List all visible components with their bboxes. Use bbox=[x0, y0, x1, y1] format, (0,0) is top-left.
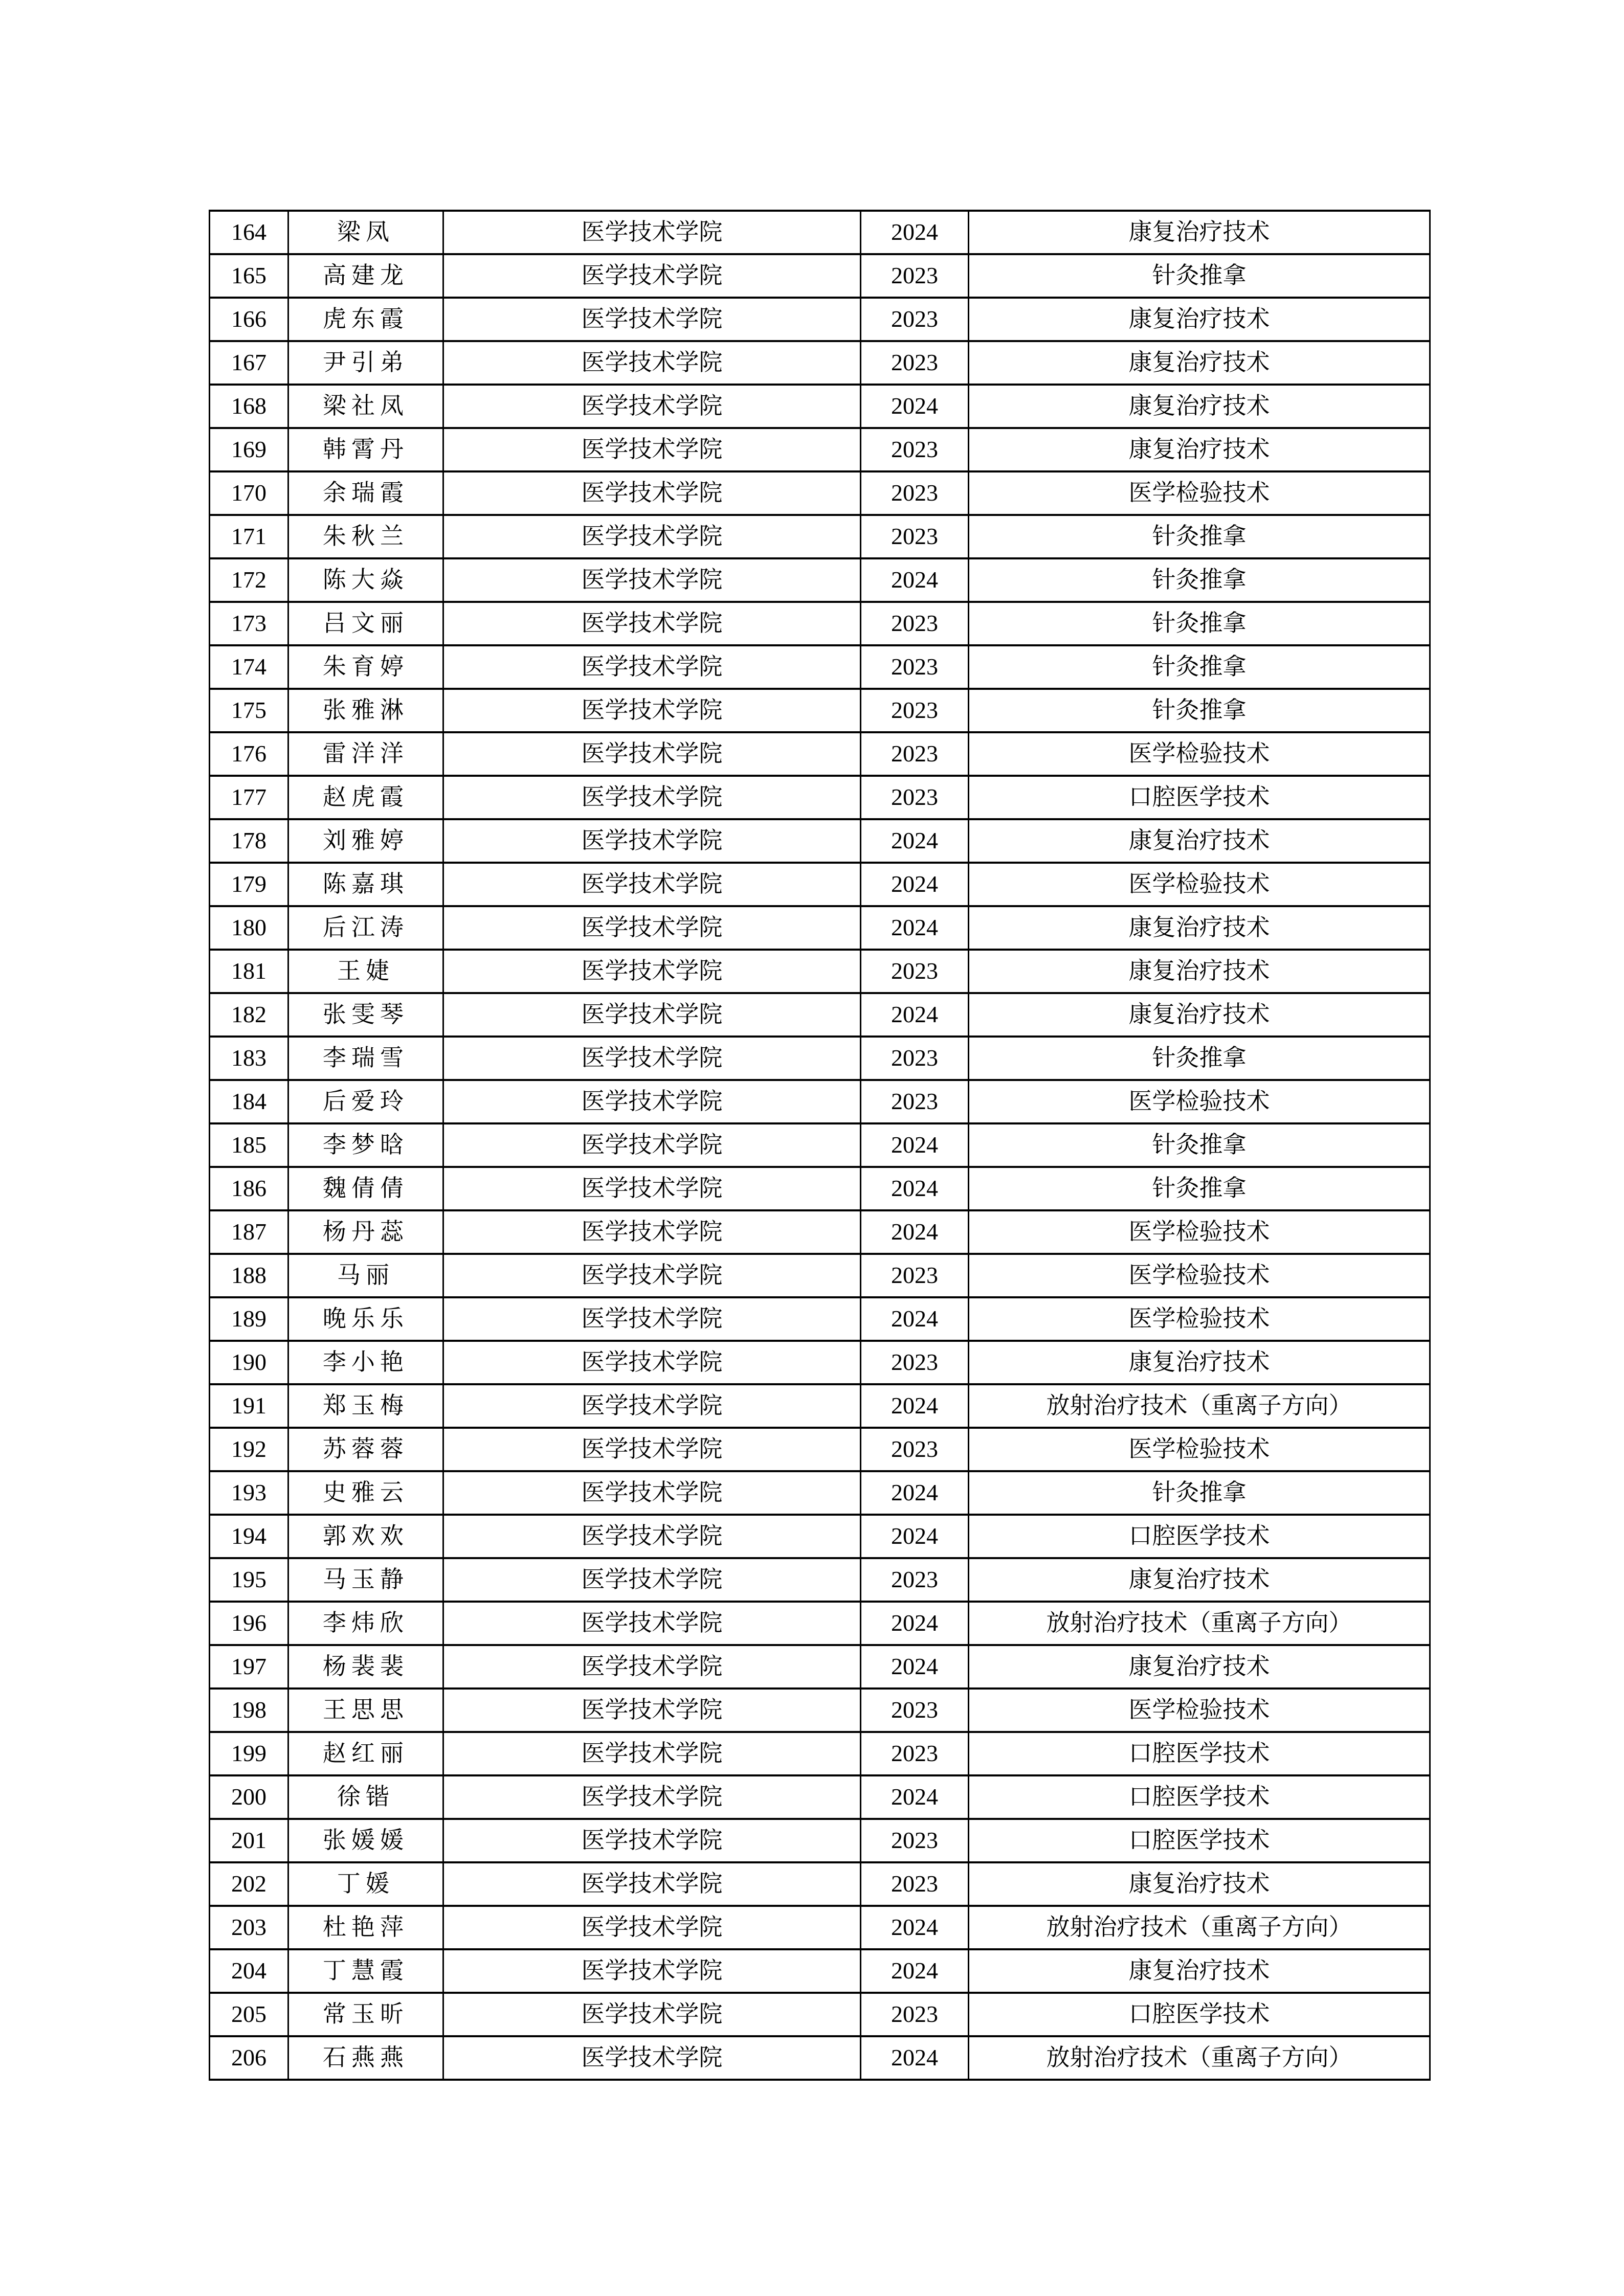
cell-no: 179 bbox=[210, 863, 288, 906]
table-row bbox=[210, 1645, 1430, 1689]
cell-year: 2023 bbox=[861, 1428, 969, 1471]
cell-major: 针灸推拿 bbox=[969, 602, 1430, 645]
cell-college: 医学技术学院 bbox=[443, 428, 861, 471]
cell-major: 医学检验技术 bbox=[969, 1689, 1430, 1732]
cell-no: 169 bbox=[210, 428, 288, 471]
table-row bbox=[210, 341, 1430, 385]
cell-no: 183 bbox=[210, 1037, 288, 1080]
cell-college: 医学技术学院 bbox=[443, 558, 861, 602]
cell-college: 医学技术学院 bbox=[443, 2036, 861, 2080]
cell-no: 204 bbox=[210, 1949, 288, 1993]
cell-college: 医学技术学院 bbox=[443, 1471, 861, 1515]
cell-year: 2024 bbox=[861, 1471, 969, 1515]
cell-name: 陈嘉琪 bbox=[288, 863, 443, 906]
table-row bbox=[210, 732, 1430, 776]
cell-no: 196 bbox=[210, 1602, 288, 1645]
cell-name: 石燕燕 bbox=[288, 2036, 443, 2080]
cell-college: 医学技术学院 bbox=[443, 1732, 861, 1775]
cell-year: 2023 bbox=[861, 515, 969, 558]
table-row bbox=[210, 1775, 1430, 1819]
cell-name: 杜艳萍 bbox=[288, 1906, 443, 1949]
cell-year: 2024 bbox=[861, 993, 969, 1037]
cell-no: 167 bbox=[210, 341, 288, 385]
table-row bbox=[210, 1949, 1430, 1993]
cell-no: 184 bbox=[210, 1080, 288, 1123]
document-page bbox=[209, 210, 1431, 2081]
cell-year: 2024 bbox=[861, 1906, 969, 1949]
cell-year: 2024 bbox=[861, 819, 969, 863]
cell-college: 医学技术学院 bbox=[443, 1384, 861, 1428]
cell-no: 178 bbox=[210, 819, 288, 863]
table-row bbox=[210, 558, 1430, 602]
cell-major: 医学检验技术 bbox=[969, 1428, 1430, 1471]
cell-year: 2023 bbox=[861, 1732, 969, 1775]
cell-major: 康复治疗技术 bbox=[969, 819, 1430, 863]
cell-college: 医学技术学院 bbox=[443, 645, 861, 689]
table-row bbox=[210, 1819, 1430, 1862]
cell-college: 医学技术学院 bbox=[443, 1819, 861, 1862]
cell-name: 虎东霞 bbox=[288, 298, 443, 341]
cell-name: 张雅淋 bbox=[288, 689, 443, 732]
cell-name: 赵虎霞 bbox=[288, 776, 443, 819]
cell-major: 针灸推拿 bbox=[969, 689, 1430, 732]
cell-year: 2024 bbox=[861, 1167, 969, 1210]
cell-year: 2023 bbox=[861, 950, 969, 993]
table-row bbox=[210, 602, 1430, 645]
table-row bbox=[210, 428, 1430, 471]
cell-year: 2024 bbox=[861, 1210, 969, 1254]
cell-name: 李小艳 bbox=[288, 1341, 443, 1384]
cell-year: 2023 bbox=[861, 1037, 969, 1080]
cell-college: 医学技术学院 bbox=[443, 1515, 861, 1558]
cell-major: 针灸推拿 bbox=[969, 1123, 1430, 1167]
cell-no: 180 bbox=[210, 906, 288, 950]
cell-name: 丁媛 bbox=[288, 1862, 443, 1906]
table-row bbox=[210, 950, 1430, 993]
table-row bbox=[210, 1341, 1430, 1384]
table-row bbox=[210, 689, 1430, 732]
cell-college: 医学技术学院 bbox=[443, 515, 861, 558]
cell-name: 尹引弟 bbox=[288, 341, 443, 385]
cell-no: 181 bbox=[210, 950, 288, 993]
cell-no: 165 bbox=[210, 254, 288, 298]
cell-name: 梁社凤 bbox=[288, 385, 443, 428]
cell-year: 2024 bbox=[861, 211, 969, 254]
cell-major: 康复治疗技术 bbox=[969, 906, 1430, 950]
cell-college: 医学技术学院 bbox=[443, 471, 861, 515]
cell-name: 李瑞雪 bbox=[288, 1037, 443, 1080]
cell-no: 193 bbox=[210, 1471, 288, 1515]
cell-no: 201 bbox=[210, 1819, 288, 1862]
cell-no: 197 bbox=[210, 1645, 288, 1689]
cell-college: 医学技术学院 bbox=[443, 1558, 861, 1602]
table-row bbox=[210, 1210, 1430, 1254]
cell-no: 177 bbox=[210, 776, 288, 819]
cell-major: 医学检验技术 bbox=[969, 863, 1430, 906]
cell-college: 医学技术学院 bbox=[443, 732, 861, 776]
cell-name: 史雅云 bbox=[288, 1471, 443, 1515]
cell-year: 2023 bbox=[861, 1862, 969, 1906]
cell-no: 172 bbox=[210, 558, 288, 602]
cell-no: 195 bbox=[210, 1558, 288, 1602]
cell-major: 康复治疗技术 bbox=[969, 950, 1430, 993]
cell-college: 医学技术学院 bbox=[443, 993, 861, 1037]
table-row bbox=[210, 1471, 1430, 1515]
cell-name: 苏蓉蓉 bbox=[288, 1428, 443, 1471]
cell-year: 2023 bbox=[861, 645, 969, 689]
cell-college: 医学技术学院 bbox=[443, 1037, 861, 1080]
cell-name: 刘雅婷 bbox=[288, 819, 443, 863]
cell-college: 医学技术学院 bbox=[443, 1862, 861, 1906]
cell-no: 200 bbox=[210, 1775, 288, 1819]
cell-no: 164 bbox=[210, 211, 288, 254]
cell-year: 2024 bbox=[861, 558, 969, 602]
cell-major: 针灸推拿 bbox=[969, 515, 1430, 558]
cell-year: 2024 bbox=[861, 385, 969, 428]
cell-major: 医学检验技术 bbox=[969, 1254, 1430, 1297]
cell-year: 2023 bbox=[861, 689, 969, 732]
cell-year: 2023 bbox=[861, 298, 969, 341]
cell-college: 医学技术学院 bbox=[443, 819, 861, 863]
cell-major: 针灸推拿 bbox=[969, 1167, 1430, 1210]
table-row bbox=[210, 1906, 1430, 1949]
cell-year: 2023 bbox=[861, 1558, 969, 1602]
cell-year: 2024 bbox=[861, 906, 969, 950]
cell-year: 2023 bbox=[861, 732, 969, 776]
cell-name: 朱秋兰 bbox=[288, 515, 443, 558]
cell-year: 2023 bbox=[861, 776, 969, 819]
table-row bbox=[210, 1384, 1430, 1428]
cell-major: 康复治疗技术 bbox=[969, 341, 1430, 385]
table-row bbox=[210, 819, 1430, 863]
cell-major: 医学检验技术 bbox=[969, 1210, 1430, 1254]
cell-major: 康复治疗技术 bbox=[969, 1949, 1430, 1993]
cell-name: 后江涛 bbox=[288, 906, 443, 950]
cell-college: 医学技术学院 bbox=[443, 1645, 861, 1689]
cell-name: 郭欢欢 bbox=[288, 1515, 443, 1558]
cell-major: 针灸推拿 bbox=[969, 645, 1430, 689]
cell-name: 郑玉梅 bbox=[288, 1384, 443, 1428]
cell-name: 马丽 bbox=[288, 1254, 443, 1297]
cell-year: 2024 bbox=[861, 1515, 969, 1558]
cell-no: 186 bbox=[210, 1167, 288, 1210]
cell-major: 口腔医学技术 bbox=[969, 1993, 1430, 2036]
cell-college: 医学技术学院 bbox=[443, 906, 861, 950]
cell-no: 173 bbox=[210, 602, 288, 645]
cell-no: 185 bbox=[210, 1123, 288, 1167]
cell-name: 王婕 bbox=[288, 950, 443, 993]
cell-name: 朱育婷 bbox=[288, 645, 443, 689]
cell-year: 2024 bbox=[861, 863, 969, 906]
cell-major: 康复治疗技术 bbox=[969, 1645, 1430, 1689]
cell-major: 口腔医学技术 bbox=[969, 1515, 1430, 1558]
cell-no: 192 bbox=[210, 1428, 288, 1471]
table-row bbox=[210, 1862, 1430, 1906]
cell-name: 丁慧霞 bbox=[288, 1949, 443, 1993]
table-row bbox=[210, 1515, 1430, 1558]
cell-college: 医学技术学院 bbox=[443, 1428, 861, 1471]
table-row bbox=[210, 776, 1430, 819]
cell-no: 203 bbox=[210, 1906, 288, 1949]
cell-no: 187 bbox=[210, 1210, 288, 1254]
cell-college: 医学技术学院 bbox=[443, 1689, 861, 1732]
table-row bbox=[210, 471, 1430, 515]
cell-name: 张媛媛 bbox=[288, 1819, 443, 1862]
cell-year: 2024 bbox=[861, 1123, 969, 1167]
cell-year: 2023 bbox=[861, 254, 969, 298]
cell-no: 202 bbox=[210, 1862, 288, 1906]
cell-year: 2023 bbox=[861, 1819, 969, 1862]
table-row bbox=[210, 1993, 1430, 2036]
cell-year: 2024 bbox=[861, 1297, 969, 1341]
cell-year: 2023 bbox=[861, 602, 969, 645]
cell-year: 2023 bbox=[861, 1341, 969, 1384]
cell-major: 针灸推拿 bbox=[969, 1037, 1430, 1080]
table-row bbox=[210, 993, 1430, 1037]
cell-no: 168 bbox=[210, 385, 288, 428]
cell-name: 晚乐乐 bbox=[288, 1297, 443, 1341]
cell-major: 医学检验技术 bbox=[969, 471, 1430, 515]
cell-year: 2024 bbox=[861, 1949, 969, 1993]
cell-college: 医学技术学院 bbox=[443, 1775, 861, 1819]
cell-name: 常玉昕 bbox=[288, 1993, 443, 2036]
cell-no: 176 bbox=[210, 732, 288, 776]
cell-major: 康复治疗技术 bbox=[969, 1341, 1430, 1384]
cell-no: 171 bbox=[210, 515, 288, 558]
table-row bbox=[210, 645, 1430, 689]
cell-major: 医学检验技术 bbox=[969, 1297, 1430, 1341]
cell-name: 张雯琴 bbox=[288, 993, 443, 1037]
cell-year: 2024 bbox=[861, 2036, 969, 2080]
cell-college: 医学技术学院 bbox=[443, 1167, 861, 1210]
cell-no: 205 bbox=[210, 1993, 288, 2036]
cell-no: 174 bbox=[210, 645, 288, 689]
table-row bbox=[210, 1037, 1430, 1080]
cell-no: 166 bbox=[210, 298, 288, 341]
table-row bbox=[210, 298, 1430, 341]
table-row bbox=[210, 906, 1430, 950]
cell-college: 医学技术学院 bbox=[443, 863, 861, 906]
cell-college: 医学技术学院 bbox=[443, 1297, 861, 1341]
cell-name: 李梦晗 bbox=[288, 1123, 443, 1167]
cell-college: 医学技术学院 bbox=[443, 1602, 861, 1645]
cell-college: 医学技术学院 bbox=[443, 1906, 861, 1949]
cell-name: 韩霄丹 bbox=[288, 428, 443, 471]
cell-no: 170 bbox=[210, 471, 288, 515]
cell-college: 医学技术学院 bbox=[443, 689, 861, 732]
cell-college: 医学技术学院 bbox=[443, 1341, 861, 1384]
cell-major: 口腔医学技术 bbox=[969, 1732, 1430, 1775]
cell-college: 医学技术学院 bbox=[443, 1210, 861, 1254]
cell-major: 康复治疗技术 bbox=[969, 993, 1430, 1037]
cell-year: 2024 bbox=[861, 1775, 969, 1819]
cell-major: 口腔医学技术 bbox=[969, 1775, 1430, 1819]
cell-major: 康复治疗技术 bbox=[969, 385, 1430, 428]
cell-year: 2023 bbox=[861, 428, 969, 471]
cell-name: 余瑞霞 bbox=[288, 471, 443, 515]
cell-year: 2023 bbox=[861, 471, 969, 515]
cell-name: 梁凤 bbox=[288, 211, 443, 254]
cell-no: 190 bbox=[210, 1341, 288, 1384]
cell-year: 2023 bbox=[861, 341, 969, 385]
cell-college: 医学技术学院 bbox=[443, 1080, 861, 1123]
cell-major: 医学检验技术 bbox=[969, 732, 1430, 776]
cell-college: 医学技术学院 bbox=[443, 341, 861, 385]
cell-name: 吕文丽 bbox=[288, 602, 443, 645]
cell-major: 康复治疗技术 bbox=[969, 1558, 1430, 1602]
cell-major: 放射治疗技术（重离子方向） bbox=[969, 1602, 1430, 1645]
table-row bbox=[210, 1602, 1430, 1645]
table-row bbox=[210, 1080, 1430, 1123]
table-row bbox=[210, 1254, 1430, 1297]
cell-major: 放射治疗技术（重离子方向） bbox=[969, 2036, 1430, 2080]
cell-year: 2023 bbox=[861, 1080, 969, 1123]
cell-major: 针灸推拿 bbox=[969, 1471, 1430, 1515]
cell-major: 康复治疗技术 bbox=[969, 298, 1430, 341]
table-row bbox=[210, 1732, 1430, 1775]
cell-no: 182 bbox=[210, 993, 288, 1037]
cell-no: 175 bbox=[210, 689, 288, 732]
cell-major: 口腔医学技术 bbox=[969, 776, 1430, 819]
cell-year: 2024 bbox=[861, 1384, 969, 1428]
table-row bbox=[210, 515, 1430, 558]
cell-college: 医学技术学院 bbox=[443, 254, 861, 298]
cell-college: 医学技术学院 bbox=[443, 950, 861, 993]
cell-no: 199 bbox=[210, 1732, 288, 1775]
cell-no: 198 bbox=[210, 1689, 288, 1732]
cell-year: 2023 bbox=[861, 1993, 969, 2036]
cell-year: 2024 bbox=[861, 1645, 969, 1689]
table-row bbox=[210, 1123, 1430, 1167]
cell-major: 康复治疗技术 bbox=[969, 428, 1430, 471]
cell-name: 雷洋洋 bbox=[288, 732, 443, 776]
cell-year: 2023 bbox=[861, 1254, 969, 1297]
cell-name: 马玉静 bbox=[288, 1558, 443, 1602]
cell-college: 医学技术学院 bbox=[443, 385, 861, 428]
cell-no: 188 bbox=[210, 1254, 288, 1297]
cell-name: 王思思 bbox=[288, 1689, 443, 1732]
cell-college: 医学技术学院 bbox=[443, 298, 861, 341]
cell-major: 康复治疗技术 bbox=[969, 211, 1430, 254]
cell-year: 2023 bbox=[861, 1689, 969, 1732]
cell-major: 针灸推拿 bbox=[969, 254, 1430, 298]
table-row bbox=[210, 1428, 1430, 1471]
cell-college: 医学技术学院 bbox=[443, 1254, 861, 1297]
cell-no: 191 bbox=[210, 1384, 288, 1428]
cell-name: 杨裴裴 bbox=[288, 1645, 443, 1689]
table-row bbox=[210, 211, 1430, 254]
cell-college: 医学技术学院 bbox=[443, 776, 861, 819]
table-row bbox=[210, 1689, 1430, 1732]
cell-college: 医学技术学院 bbox=[443, 1123, 861, 1167]
table-row bbox=[210, 1558, 1430, 1602]
cell-major: 康复治疗技术 bbox=[969, 1862, 1430, 1906]
cell-college: 医学技术学院 bbox=[443, 1993, 861, 2036]
cell-name: 杨丹蕊 bbox=[288, 1210, 443, 1254]
cell-college: 医学技术学院 bbox=[443, 602, 861, 645]
table-row bbox=[210, 1297, 1430, 1341]
cell-major: 口腔医学技术 bbox=[969, 1819, 1430, 1862]
table-row bbox=[210, 863, 1430, 906]
cell-name: 后爱玲 bbox=[288, 1080, 443, 1123]
cell-name: 赵红丽 bbox=[288, 1732, 443, 1775]
table-row bbox=[210, 385, 1430, 428]
student-table-body bbox=[210, 211, 1430, 2080]
cell-college: 医学技术学院 bbox=[443, 211, 861, 254]
cell-no: 206 bbox=[210, 2036, 288, 2080]
cell-major: 放射治疗技术（重离子方向） bbox=[969, 1384, 1430, 1428]
table-row bbox=[210, 1167, 1430, 1210]
cell-name: 李炜欣 bbox=[288, 1602, 443, 1645]
table-row bbox=[210, 254, 1430, 298]
cell-major: 放射治疗技术（重离子方向） bbox=[969, 1906, 1430, 1949]
cell-name: 高建龙 bbox=[288, 254, 443, 298]
cell-name: 陈大焱 bbox=[288, 558, 443, 602]
cell-year: 2024 bbox=[861, 1602, 969, 1645]
cell-no: 189 bbox=[210, 1297, 288, 1341]
cell-major: 针灸推拿 bbox=[969, 558, 1430, 602]
cell-name: 徐锴 bbox=[288, 1775, 443, 1819]
cell-college: 医学技术学院 bbox=[443, 1949, 861, 1993]
table-row bbox=[210, 2036, 1430, 2080]
cell-no: 194 bbox=[210, 1515, 288, 1558]
cell-major: 医学检验技术 bbox=[969, 1080, 1430, 1123]
cell-name: 魏倩倩 bbox=[288, 1167, 443, 1210]
student-table bbox=[209, 210, 1431, 2081]
